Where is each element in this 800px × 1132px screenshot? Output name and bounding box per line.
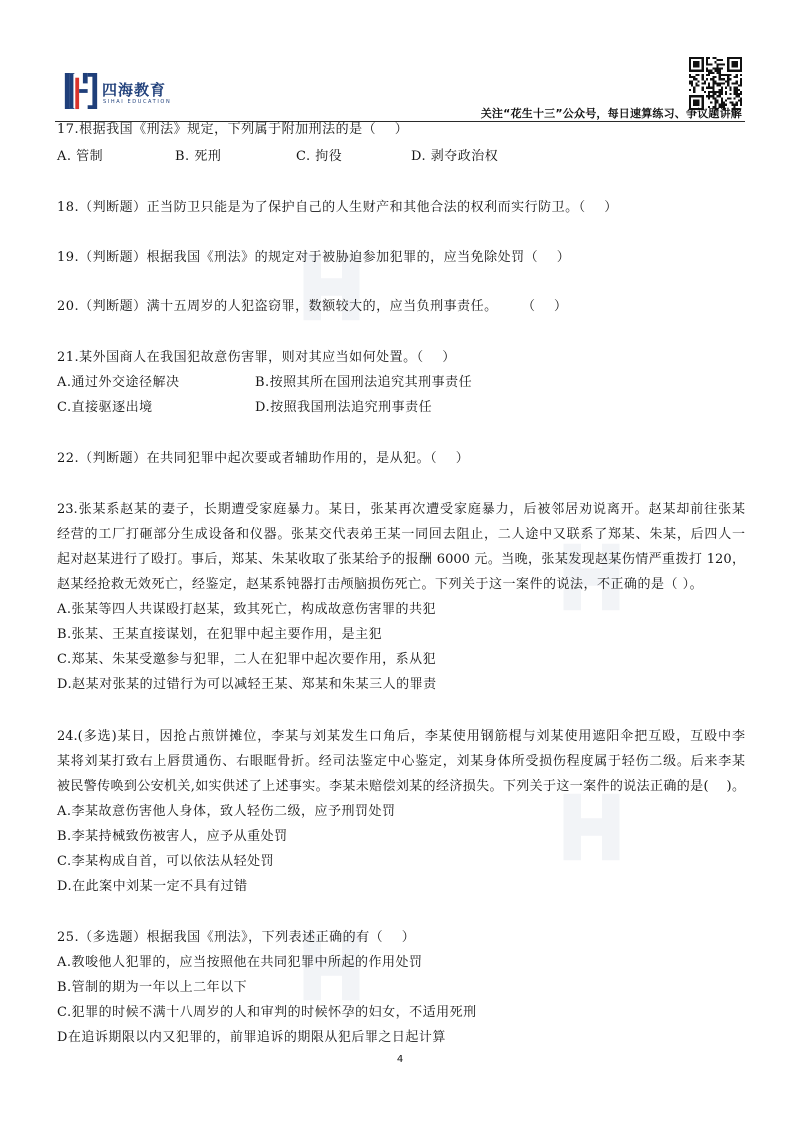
question-stem: 21.某外国商人在我国犯故意伤害罪，则对其应当如何处置。（ ） <box>57 350 456 365</box>
option-a: A.教唆他人犯罪的，应当按照他在共同犯罪中所起的作用处罚 <box>57 955 423 970</box>
option-b: B.张某、王某直接谋划，在犯罪中起主要作用，是主犯 <box>57 627 383 642</box>
question-stem: 17.根据我国《刑法》规定，下列属于附加刑法的是（ ） <box>57 122 409 137</box>
brand-logo-icon <box>62 70 100 112</box>
question-stem-line: 被民警传唤到公安机关,如实供述了上述事实。李某未赔偿刘某的经济损失。下列关于这一案件的说法正确的是( )。 <box>57 779 745 794</box>
answer-blank: （ ） <box>522 299 568 314</box>
option-a: A.张某等四人共谋殴打赵某，致其死亡，构成故意伤害罪的共犯 <box>57 602 437 617</box>
question-stem: 19.（判断题）根据我国《刑法》的规定对于被胁迫参加犯罪的，应当免除处罚（ ） <box>57 250 571 265</box>
question-stem-line: 赵某经抢救无效死亡，经鉴定，赵某系钝器打击颅脑损伤死亡。下列关于这一案件的说法，不正确的是（ ）。 <box>57 577 704 592</box>
option-d: D.赵某对张某的过错行为可以减轻王某、郑某和朱某三人的罪责 <box>57 677 437 692</box>
option-c: C.李某构成自首，可以依法从轻处罚 <box>57 854 275 869</box>
option-b: B. 死刑 <box>175 149 222 164</box>
option-b: B.管制的期为一年以上二年以下 <box>57 980 248 995</box>
watermark-logo <box>560 790 630 864</box>
option-a: A.通过外交途径解决 <box>57 375 180 390</box>
option-c: C.郑某、朱某受邀参与犯罪，二人在犯罪中起次要作用，系从犯 <box>57 652 437 667</box>
question-stem: 20.（判断题）满十五周岁的人犯盗窃罪，数额较大的，应当负刑事责任。 <box>57 299 498 314</box>
option-c: C. 拘役 <box>296 149 343 164</box>
brand-subtitle: SIHAI EDUCATION <box>103 99 172 105</box>
question-stem-line: 23.张某系赵某的妻子，长期遭受家庭暴力。某日，张某再次遭受家庭暴力，后被邻居劝说离开。赵某却前往张某 <box>57 502 745 517</box>
qr-code <box>689 57 742 110</box>
option-c: C.犯罪的时候不满十八周岁的人和审判的时候怀孕的妇女，不适用死刑 <box>57 1005 477 1020</box>
option-b: B.按照其所在国刑法追究其刑事责任 <box>255 375 473 390</box>
question-stem: 18.（判断题）正当防卫只能是为了保护自己的人生财产和其他合法的权利而实行防卫。（ ） <box>57 200 618 215</box>
header-notice: 关注“花生十三”公众号，每日速算练习、争议题讲解 <box>480 107 742 120</box>
option-a: A. 管制 <box>57 149 104 164</box>
option-b: B.李某持械致伤被害人，应予从重处罚 <box>57 829 288 844</box>
brand-name: 四海教育 <box>102 81 167 99</box>
page-number: 4 <box>396 1054 404 1065</box>
question-stem: 22.（判断题）在共同犯罪中起次要或者辅助作用的，是从犯。（ ） <box>57 451 470 466</box>
option-d: D.在此案中刘某一定不具有过错 <box>57 879 248 894</box>
question-stem-line: 24.(多选)某日，因抢占煎饼摊位，李某与刘某发生口角后，李某使用钢筋棍与刘某使用遮阳伞把互殴，互殴中李 <box>57 729 745 744</box>
option-d: D在追诉期限以内又犯罪的，前罪追诉的期限从犯后罪之日起计算 <box>57 1030 446 1045</box>
option-d: D.按照我国刑法追究刑事责任 <box>255 400 433 415</box>
option-d: D. 剥夺政治权 <box>411 149 499 164</box>
question-stem: 25.（多选题）根据我国《刑法》，下列表述正确的有（ ） <box>57 930 416 945</box>
question-stem-line: 经营的工厂打砸部分生成设备和仪器。张某交代表弟王某一同回去阻止，二人途中又联系了郑某、朱某，后四人一 <box>57 527 745 542</box>
question-stem-line: 某将刘某打致右上唇贯通伤、右眼眶骨折。经司法鉴定中心鉴定，刘某身体所受损伤程度属于轻伤二级。后来李某 <box>57 754 745 769</box>
question-stem-line: 起对赵某进行了殴打。事后，郑某、朱某收取了张某给予的报酬 6000 元。当晚，张某发现赵某伤情严重拨打 120， <box>57 552 745 567</box>
option-c: C.直接驱逐出境 <box>57 400 153 415</box>
option-a: A.李某故意伤害他人身体，致人轻伤二级，应予刑罚处罚 <box>57 804 396 819</box>
